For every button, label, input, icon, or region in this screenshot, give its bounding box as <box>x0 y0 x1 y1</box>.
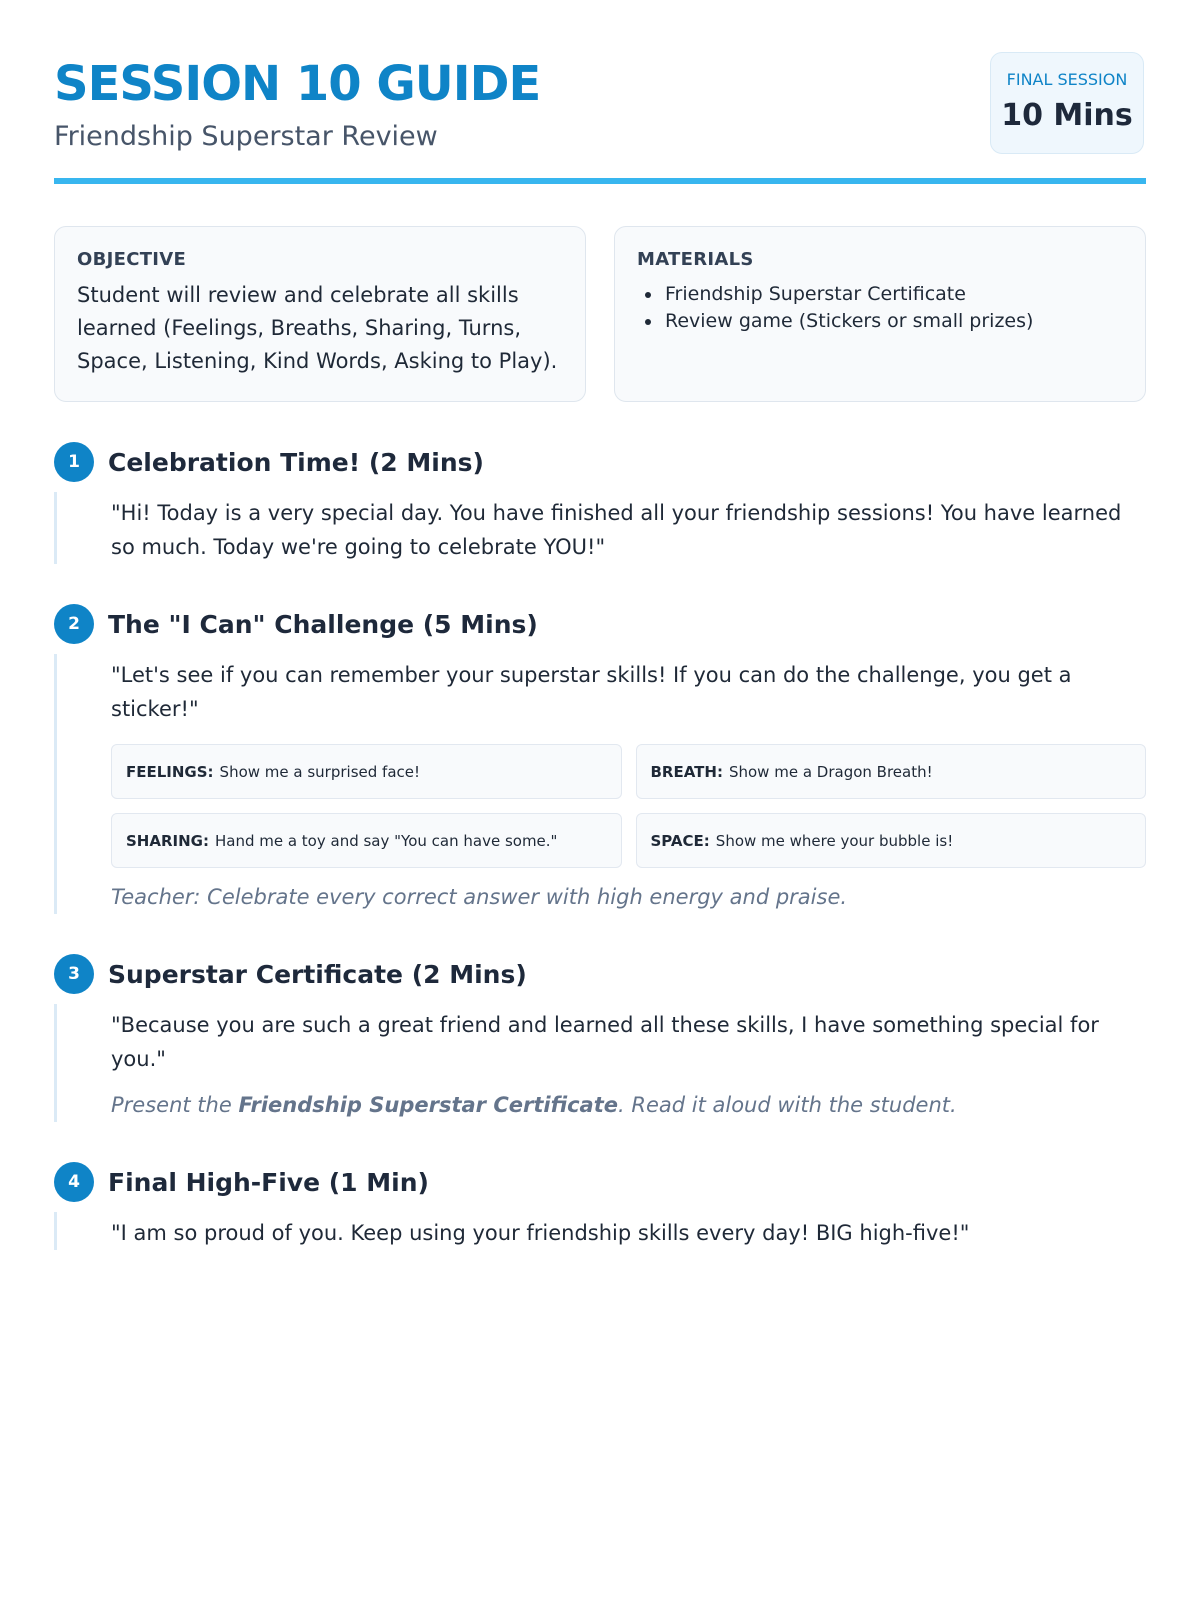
page-subtitle: Friendship Superstar Review <box>54 121 438 152</box>
info-cards <box>54 226 1146 402</box>
step-script-quote: "Because you are such a great friend and learned all these skills, I have something special for you." <box>111 1013 1099 1071</box>
challenge-text: Show me a surprised face! <box>219 762 420 781</box>
step-body <box>54 1004 1146 1122</box>
materials-item: • Review game (Stickers or small prizes) <box>663 308 1123 335</box>
challenge-card-space <box>636 813 1147 868</box>
step-header <box>54 954 1146 994</box>
badge-duration: 10 Mins <box>1001 98 1133 133</box>
header <box>54 52 1146 184</box>
challenge-text: Hand me a toy and say "You can have some." <box>214 831 558 850</box>
note-text: . Read it aloud with the student. <box>618 1093 957 1117</box>
step-number-badge: 3 <box>54 954 94 994</box>
step-body <box>54 492 1146 564</box>
step-2 <box>54 604 1146 914</box>
challenge-key: BREATH: <box>650 762 723 781</box>
challenge-card-sharing <box>111 813 622 868</box>
title-block <box>54 52 540 154</box>
challenge-text: Show me a Dragon Breath! <box>728 762 933 781</box>
challenge-key: FEELINGS: <box>126 762 214 781</box>
session-badge <box>990 52 1144 154</box>
challenge-card-breath <box>636 744 1147 799</box>
step-body <box>54 654 1146 914</box>
step-script-quote: "I am so proud of you. Keep using your friendship skills every day! BIG high-five!" <box>111 1221 970 1245</box>
step-number-badge: 1 <box>54 442 94 482</box>
step-header <box>54 1162 1146 1202</box>
materials-label: MATERIALS <box>637 249 754 270</box>
step-title: Superstar Certificate (2 Mins) <box>108 959 527 989</box>
objective-text: Student will review and celebrate all skills learned (Feelings, Breaths, Sharing, Turns, Space, Listening, Kind Words, Asking to Play). <box>77 283 558 373</box>
step-title: Final High-Five (1 Min) <box>108 1167 429 1197</box>
teacher-note <box>111 1088 1146 1122</box>
note-text: Present the <box>111 1093 239 1117</box>
step-script-quote: "Let's see if you can remember your superstar skills! If you can do the challenge, you get a sticker!" <box>111 663 1072 721</box>
step-title: Celebration Time! (2 Mins) <box>108 447 484 477</box>
challenge-key: SHARING: <box>126 831 209 850</box>
teacher-note: Teacher: Celebrate every correct answer with high energy and praise. <box>111 885 848 909</box>
step-3 <box>54 954 1146 1122</box>
objective-card <box>54 226 586 402</box>
materials-item: • Friendship Superstar Certificate <box>663 281 1123 308</box>
challenge-card-feelings <box>111 744 622 799</box>
step-script-quote: "Hi! Today is a very special day. You have finished all your friendship sessions! You have learned so much. Today we're going to celebrate YOU!" <box>111 501 1122 559</box>
materials-card <box>614 226 1146 402</box>
step-number-badge: 2 <box>54 604 94 644</box>
step-header <box>54 604 1146 644</box>
step-header <box>54 442 1146 482</box>
note-emphasis: Friendship Superstar Certificate <box>238 1093 619 1117</box>
badge-label: FINAL SESSION <box>1006 70 1128 89</box>
step-4 <box>54 1162 1146 1250</box>
materials-list <box>637 281 1123 335</box>
objective-label: OBJECTIVE <box>77 249 187 270</box>
step-1 <box>54 442 1146 564</box>
step-title: The "I Can" Challenge (5 Mins) <box>108 609 538 639</box>
challenge-text: Show me where your bubble is! <box>715 831 954 850</box>
challenge-grid <box>111 744 1146 868</box>
step-number-badge: 4 <box>54 1162 94 1202</box>
challenge-key: SPACE: <box>650 831 710 850</box>
step-body <box>54 1212 1146 1250</box>
page-title: SESSION 10 GUIDE <box>54 56 541 112</box>
